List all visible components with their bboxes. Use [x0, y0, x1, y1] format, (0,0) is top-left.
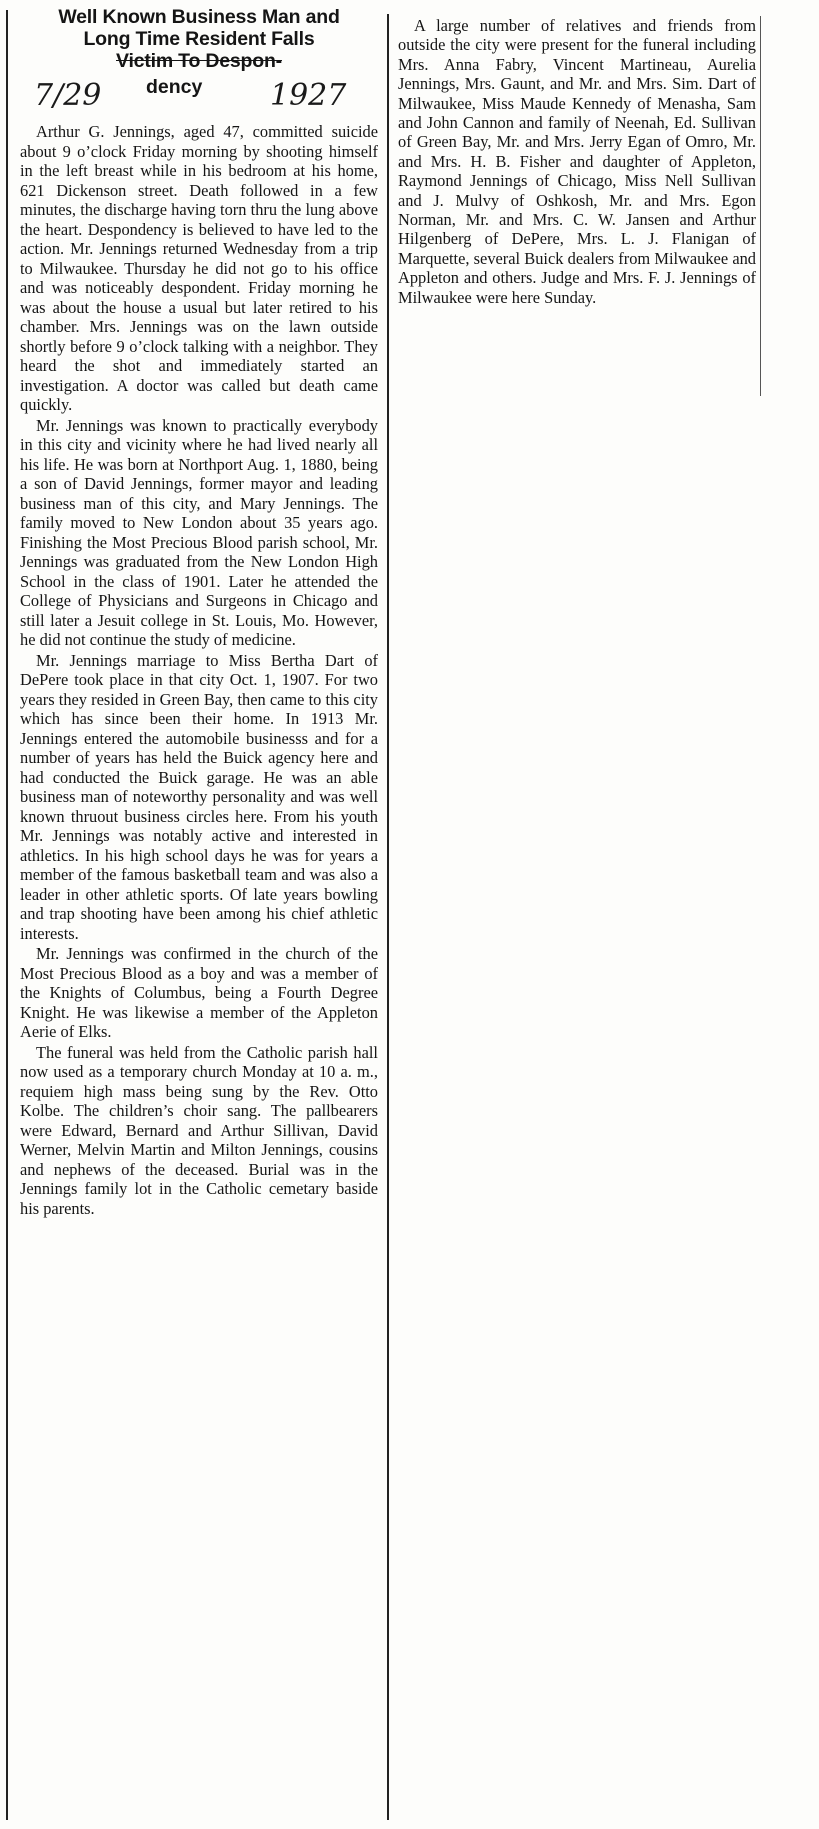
headline-line-1: Well Known Business Man and: [58, 6, 340, 28]
handwritten-date: 7/29: [34, 78, 102, 113]
dateline: [20, 72, 378, 120]
paragraph-4: Mr. Jennings was confirmed in the church of the Most Precious Blood as a boy and was a member of the Knights of Columbus, being a Fourth Degree Knight. He was likewise a member of the Appleton Aerie of Elks.: [20, 944, 378, 1041]
headline-line-3: Victim To Despon-: [116, 50, 282, 72]
column-rule-left: [6, 10, 8, 1820]
paragraph-2: Mr. Jennings was known to practically everybody in this city and vicinity where he had lived nearly all his life. He was born at Northport Aug. 1, 1880, being a son of David Jennings, former mayor and leading business man of this city, and Mary Jennings. The family moved to New London about 35 years ago. Finishing the Most Precious Blood parish school, Mr. Jennings was graduated from the New London High School in the class of 1901. Later he attended the College of Physicians and Surgeons in Chicago and still later a Jesuit college in St. Louis, Mo. However, he did not continue the study of medicine.: [20, 415, 378, 649]
paragraph-3: Mr. Jennings marriage to Miss Bertha Dart of DePere took place in that city Oct. 1, 1907. For two years they resided in Green Bay, then came to this city which has since been their home. In 1913 Mr. Jennings entered the automobile businesss and for a number of years has held the Buick agency here and had conducted the Buick garage. He was an able business man of noteworthy personality and was well known thruout business circles here. From his youth Mr. Jennings was notably active and interested in athletics. In his high school days he was for years a member of the famous basketball team and was also a leader in other athletic sports. Of late years bowling and trap shooting have been among his chief athletic interests.: [20, 650, 378, 943]
paragraph-5: The funeral was held from the Catholic parish hall now used as a temporary church Monday at 10 a. m., requiem high mass being sung by the Rev. Otto Kolbe. The children’s choir sang. The pallbearers were Edward, Bernard and Arthur Sillivan, David Werner, Melvin Martin and Milton Jennings, cousins and nephews of the deceased. Burial was in the Jennings family lot in the Catholic cemetary baside his parents.: [20, 1042, 378, 1218]
headline-line-2: Long Time Resident Falls: [83, 28, 315, 50]
headline-line-4: dency: [146, 76, 203, 98]
article-body-column-2: [398, 16, 756, 307]
column-rule-right: [760, 16, 761, 396]
handwritten-year: 1927: [270, 78, 347, 113]
article-body-column-1: [20, 122, 378, 1218]
paragraph-6: A large number of relatives and friends from outside the city were present for the funeral including Mrs. Anna Fabry, Vincent Martineau, Aurelia Jennings, Mrs. Gaunt, and Mr. and Mrs. Sim. Dart of Milwaukee, Miss Maude Kennedy of Menasha, Sam and John Cannon and family of Neenah, Ed. Sullivan of Green Bay, Mr. and Mrs. Jerry Egan of Omro, Mr. and Mrs. H. B. Fisher and daughter of Appleton, Raymond Jennings of Chicago, Miss Nell Sullivan and J. Mulvy of Oshkosh, Mr. and Mrs. Egon Norman, Mr. and Mrs. C. W. Jansen and Arthur Hilgenberg of DePere, Mrs. L. J. Flanigan of Marquette, several Buick dealers from Milwaukee and Appleton and others. Judge and Mrs. F. J. Jennings of Milwaukee were here Sunday.: [398, 16, 756, 307]
headline: [20, 6, 378, 72]
column-2: [398, 16, 756, 307]
column-1: [20, 6, 378, 1219]
column-rule-middle: [387, 14, 389, 1820]
paragraph-1: Arthur G. Jennings, aged 47, committed suicide about 9 o’clock Friday morning by shooting himself in the left breast while in his bedroom at his home, 621 Dickenson street. Death followed in a few minutes, the discharge having torn thru the lung above the heart. Despondency is believed to have led to the action. Mr. Jennings returned Wednesday from a trip to Milwaukee. Thursday he did not go to his office and was noticeably despondent. Friday morning he was about the house a usual but later retired to his chamber. Mrs. Jennings was on the lawn outside shortly before 9 o’clock talking with a neighbor. They heard the shot and immediately started an investigation. A doctor was called but death came quickly.: [20, 122, 378, 414]
